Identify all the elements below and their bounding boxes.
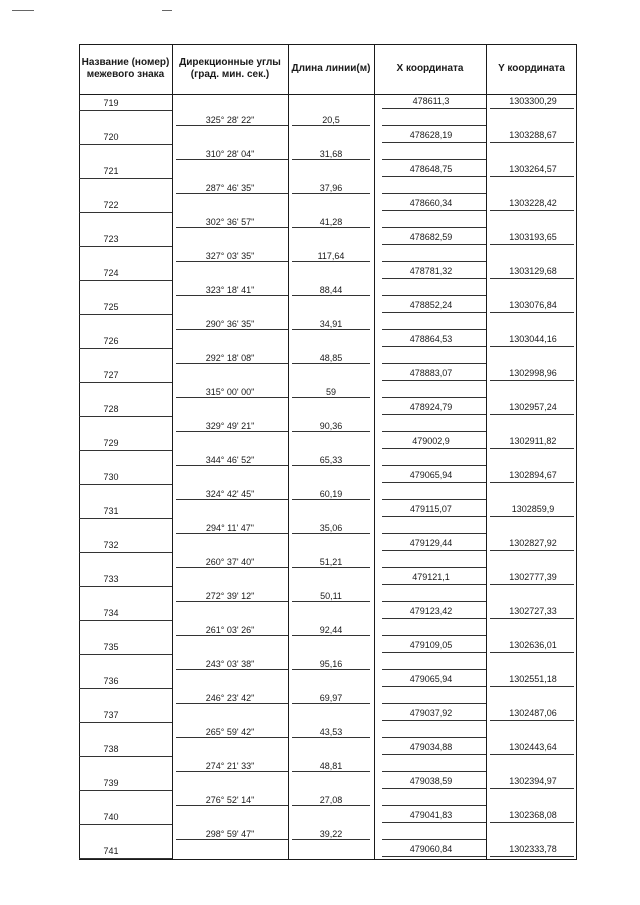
- row-underline: [382, 567, 486, 568]
- table-rule: [374, 44, 375, 860]
- row-underline: [176, 397, 288, 398]
- point-y: 1302777,39: [509, 572, 557, 582]
- row-underline: [490, 584, 574, 585]
- row-underline: [382, 397, 486, 398]
- point-x: 479038,59: [409, 776, 453, 786]
- segment-angle: 302° 36' 57": [205, 217, 255, 227]
- row-underline: [176, 193, 288, 194]
- row-underline: [176, 839, 288, 840]
- point-y: 1302333,78: [509, 844, 557, 854]
- row-underline: [490, 856, 574, 857]
- point-x: 478852,24: [409, 300, 453, 310]
- point-x: 479037,92: [409, 708, 453, 718]
- point-y: 1302368,08: [509, 810, 557, 820]
- segment-length: 43,53: [319, 727, 343, 737]
- row-underline: [79, 110, 172, 111]
- row-underline: [79, 722, 172, 723]
- point-name: 741: [103, 846, 119, 856]
- row-underline: [382, 856, 486, 857]
- point-name: 731: [103, 506, 119, 516]
- point-name: 721: [103, 166, 119, 176]
- point-y: 1302727,33: [509, 606, 557, 616]
- point-name: 722: [103, 200, 119, 210]
- row-underline: [382, 635, 486, 636]
- row-underline: [382, 227, 486, 228]
- point-name: 734: [103, 608, 119, 618]
- point-x: 478628,19: [409, 130, 453, 140]
- row-underline: [382, 499, 486, 500]
- row-underline: [382, 295, 486, 296]
- point-name: 738: [103, 744, 119, 754]
- table-rule: [79, 859, 577, 860]
- point-x: 479109,05: [409, 640, 453, 650]
- point-name: 732: [103, 540, 119, 550]
- point-name: 719: [103, 98, 119, 108]
- point-y: 1303076,84: [509, 300, 557, 310]
- table-rule: [576, 44, 577, 860]
- row-underline: [292, 159, 370, 160]
- row-underline: [176, 261, 288, 262]
- row-underline: [292, 465, 370, 466]
- point-x: 478864,53: [409, 334, 453, 344]
- row-underline: [382, 193, 486, 194]
- segment-length: 41,28: [319, 217, 343, 227]
- point-y: 1303044,16: [509, 334, 557, 344]
- row-underline: [382, 346, 486, 347]
- point-x: 479002,9: [412, 436, 450, 446]
- table-rule: [172, 44, 173, 860]
- point-name: 728: [103, 404, 119, 414]
- row-underline: [382, 686, 486, 687]
- row-underline: [382, 533, 486, 534]
- row-underline: [292, 397, 370, 398]
- segment-length: 51,21: [319, 557, 343, 567]
- point-y: 1303288,67: [509, 130, 557, 140]
- row-underline: [382, 669, 486, 670]
- segment-length: 31,68: [319, 149, 343, 159]
- row-underline: [176, 363, 288, 364]
- segment-angle: 327° 03' 35": [205, 251, 255, 261]
- row-underline: [292, 669, 370, 670]
- row-underline: [292, 601, 370, 602]
- table-rule: [486, 44, 487, 860]
- segment-angle: 323° 18' 41": [205, 285, 255, 295]
- row-underline: [79, 552, 172, 553]
- segment-angle: 276° 52' 14": [205, 795, 255, 805]
- point-name: 735: [103, 642, 119, 652]
- row-underline: [176, 227, 288, 228]
- segment-angle: 298° 59' 47": [205, 829, 255, 839]
- segment-angle: 310° 28' 04": [205, 149, 255, 159]
- row-underline: [79, 450, 172, 451]
- point-name: 730: [103, 472, 119, 482]
- point-x: 478781,32: [409, 266, 453, 276]
- point-x: 478660,34: [409, 198, 453, 208]
- segment-angle: 243° 03' 38": [205, 659, 255, 669]
- segment-length: 48,81: [319, 761, 343, 771]
- row-underline: [490, 244, 574, 245]
- point-name: 725: [103, 302, 119, 312]
- row-underline: [490, 312, 574, 313]
- segment-length: 65,33: [319, 455, 343, 465]
- point-y: 1302998,96: [509, 368, 557, 378]
- row-underline: [490, 754, 574, 755]
- row-underline: [490, 142, 574, 143]
- point-name: 740: [103, 812, 119, 822]
- table-rule: [288, 44, 289, 860]
- row-underline: [490, 278, 574, 279]
- row-underline: [382, 754, 486, 755]
- row-underline: [382, 431, 486, 432]
- segment-length: 90,36: [319, 421, 343, 431]
- row-underline: [382, 125, 486, 126]
- row-underline: [292, 295, 370, 296]
- point-name: 726: [103, 336, 119, 346]
- header-angle-text: Дирекционные углы (град. мин. сек.): [179, 57, 281, 80]
- segment-angle: 324° 42' 45": [205, 489, 255, 499]
- row-underline: [176, 431, 288, 432]
- row-underline: [79, 586, 172, 587]
- point-x: 479123,42: [409, 606, 453, 616]
- row-underline: [382, 210, 486, 211]
- row-underline: [292, 261, 370, 262]
- segment-length: 27,08: [319, 795, 343, 805]
- segment-length: 35,06: [319, 523, 343, 533]
- row-underline: [79, 654, 172, 655]
- segment-length: 95,16: [319, 659, 343, 669]
- row-underline: [490, 686, 574, 687]
- row-underline: [292, 771, 370, 772]
- table-rule: [79, 44, 577, 45]
- point-name: 724: [103, 268, 119, 278]
- row-underline: [382, 176, 486, 177]
- point-x: 479115,07: [410, 504, 452, 514]
- row-underline: [79, 756, 172, 757]
- point-y: 1303228,42: [509, 198, 557, 208]
- header-angle: [172, 44, 288, 94]
- point-x: 479065,94: [409, 674, 453, 684]
- segment-angle: 294° 11' 47": [206, 523, 254, 533]
- row-underline: [176, 703, 288, 704]
- point-x: 479121,1: [412, 572, 450, 582]
- row-underline: [176, 499, 288, 500]
- row-underline: [382, 108, 486, 109]
- row-underline: [382, 465, 486, 466]
- segment-angle: 329° 49' 21": [205, 421, 255, 431]
- table-rule: [79, 94, 577, 95]
- row-underline: [176, 329, 288, 330]
- point-x: 478611,3: [412, 96, 450, 106]
- point-y: 1302911,82: [509, 436, 557, 446]
- row-underline: [79, 178, 172, 179]
- segment-length: 92,44: [319, 625, 343, 635]
- header-name: [79, 44, 172, 94]
- row-underline: [79, 688, 172, 689]
- point-y: 1302487,06: [509, 708, 557, 718]
- row-underline: [382, 329, 486, 330]
- row-underline: [490, 210, 574, 211]
- row-underline: [382, 448, 486, 449]
- point-y: 1302827,92: [509, 538, 557, 548]
- row-underline: [176, 295, 288, 296]
- point-name: 729: [103, 438, 119, 448]
- segment-angle: 325° 28' 22": [205, 115, 255, 125]
- segment-length: 50,11: [320, 591, 342, 601]
- coordinates-table: [79, 44, 577, 860]
- row-underline: [382, 244, 486, 245]
- row-underline: [490, 720, 574, 721]
- row-underline: [292, 635, 370, 636]
- point-y: 1302394,97: [509, 776, 557, 786]
- header-length: [288, 44, 374, 94]
- point-y: 1302859,9: [511, 504, 555, 514]
- header-name-text: Название (номер) межевого знака: [81, 57, 170, 80]
- row-underline: [382, 550, 486, 551]
- segment-angle: 344° 46' 52": [205, 455, 255, 465]
- header-length-text: Длина линии(м): [291, 63, 371, 74]
- point-y: 1302636,01: [509, 640, 557, 650]
- point-x: 478924,79: [409, 402, 453, 412]
- point-y: 1302443,64: [509, 742, 557, 752]
- row-underline: [79, 484, 172, 485]
- row-underline: [382, 805, 486, 806]
- row-underline: [79, 280, 172, 281]
- row-underline: [292, 193, 370, 194]
- row-underline: [292, 329, 370, 330]
- point-name: 739: [103, 778, 119, 788]
- point-name: 737: [103, 710, 119, 720]
- segment-length: 88,44: [319, 285, 343, 295]
- row-underline: [79, 858, 172, 859]
- row-underline: [490, 346, 574, 347]
- segment-angle: 292° 18' 08": [205, 353, 255, 363]
- point-y: 1302957,24: [509, 402, 557, 412]
- row-underline: [292, 567, 370, 568]
- point-y: 1303264,57: [509, 164, 557, 174]
- row-underline: [79, 348, 172, 349]
- table-rule: [79, 44, 80, 860]
- segment-length: 39,22: [319, 829, 343, 839]
- segment-length: 69,97: [319, 693, 343, 703]
- row-underline: [79, 246, 172, 247]
- point-x: 479034,88: [409, 742, 453, 752]
- row-underline: [79, 382, 172, 383]
- row-underline: [292, 227, 370, 228]
- row-underline: [176, 159, 288, 160]
- row-underline: [176, 805, 288, 806]
- segment-angle: 290° 36' 35": [205, 319, 255, 329]
- segment-length: 48,85: [319, 353, 343, 363]
- point-x: 478883,07: [409, 368, 453, 378]
- scan-artifact: [162, 10, 172, 11]
- row-underline: [292, 737, 370, 738]
- point-x: 478648,75: [409, 164, 453, 174]
- segment-angle: 261° 03' 26": [205, 625, 255, 635]
- segment-length: 37,96: [319, 183, 343, 193]
- segment-length: 60,19: [319, 489, 343, 499]
- row-underline: [79, 518, 172, 519]
- segment-angle: 272° 39' 12": [205, 591, 255, 601]
- row-underline: [176, 771, 288, 772]
- row-underline: [292, 533, 370, 534]
- row-underline: [382, 584, 486, 585]
- row-underline: [176, 125, 288, 126]
- row-underline: [292, 431, 370, 432]
- row-underline: [292, 805, 370, 806]
- row-underline: [490, 108, 574, 109]
- segment-angle: 287° 46' 35": [205, 183, 255, 193]
- row-underline: [382, 312, 486, 313]
- point-name: 727: [103, 370, 119, 380]
- segment-angle: 315° 00' 00": [205, 387, 255, 397]
- point-x: 479060,84: [409, 844, 453, 854]
- row-underline: [176, 601, 288, 602]
- point-y: 1302894,67: [509, 470, 557, 480]
- row-underline: [176, 567, 288, 568]
- row-underline: [79, 144, 172, 145]
- row-underline: [382, 601, 486, 602]
- row-underline: [382, 822, 486, 823]
- point-x: 479129,44: [409, 538, 453, 548]
- row-underline: [176, 737, 288, 738]
- row-underline: [292, 703, 370, 704]
- scan-artifact: [12, 10, 34, 11]
- row-underline: [79, 620, 172, 621]
- row-underline: [490, 176, 574, 177]
- point-name: 723: [103, 234, 119, 244]
- segment-angle: 260° 37' 40": [205, 557, 255, 567]
- point-name: 736: [103, 676, 119, 686]
- row-underline: [292, 839, 370, 840]
- row-underline: [79, 790, 172, 791]
- point-y: 1302551,18: [509, 674, 557, 684]
- point-x: 478682,59: [409, 232, 453, 242]
- row-underline: [382, 414, 486, 415]
- row-underline: [382, 142, 486, 143]
- point-x: 479041,83: [409, 810, 453, 820]
- row-underline: [382, 839, 486, 840]
- segment-length: 20,5: [322, 115, 340, 125]
- row-underline: [382, 652, 486, 653]
- row-underline: [382, 363, 486, 364]
- row-underline: [382, 720, 486, 721]
- row-underline: [490, 414, 574, 415]
- point-y: 1303193,65: [509, 232, 557, 242]
- point-y: 1303300,29: [509, 96, 557, 106]
- segment-angle: 246° 23' 42": [205, 693, 255, 703]
- header-x: [374, 44, 486, 94]
- row-underline: [490, 516, 574, 517]
- row-underline: [79, 314, 172, 315]
- segment-length: 59: [325, 387, 336, 397]
- row-underline: [79, 824, 172, 825]
- point-name: 733: [103, 574, 119, 584]
- row-underline: [490, 618, 574, 619]
- row-underline: [490, 652, 574, 653]
- row-underline: [490, 380, 574, 381]
- segment-angle: 274° 21' 33": [205, 761, 255, 771]
- row-underline: [490, 448, 574, 449]
- row-underline: [79, 212, 172, 213]
- row-underline: [176, 465, 288, 466]
- point-x: 479065,94: [409, 470, 453, 480]
- row-underline: [292, 499, 370, 500]
- row-underline: [382, 278, 486, 279]
- row-underline: [490, 788, 574, 789]
- row-underline: [382, 771, 486, 772]
- row-underline: [490, 822, 574, 823]
- segment-length: 117,64: [317, 251, 345, 261]
- row-underline: [382, 380, 486, 381]
- row-underline: [176, 669, 288, 670]
- row-underline: [292, 125, 370, 126]
- row-underline: [382, 261, 486, 262]
- segment-angle: 265° 59' 42": [205, 727, 255, 737]
- row-underline: [382, 159, 486, 160]
- point-name: 720: [103, 132, 119, 142]
- row-underline: [382, 788, 486, 789]
- header-y: [486, 44, 577, 94]
- row-underline: [176, 635, 288, 636]
- header-y-text: Y координата: [498, 63, 565, 74]
- row-underline: [176, 533, 288, 534]
- row-underline: [79, 416, 172, 417]
- row-underline: [382, 482, 486, 483]
- row-underline: [292, 363, 370, 364]
- row-underline: [382, 703, 486, 704]
- row-underline: [382, 737, 486, 738]
- row-underline: [490, 550, 574, 551]
- row-underline: [382, 618, 486, 619]
- segment-length: 34,91: [319, 319, 343, 329]
- row-underline: [382, 516, 486, 517]
- row-underline: [490, 482, 574, 483]
- header-x-text: X координата: [396, 63, 464, 74]
- point-y: 1303129,68: [509, 266, 557, 276]
